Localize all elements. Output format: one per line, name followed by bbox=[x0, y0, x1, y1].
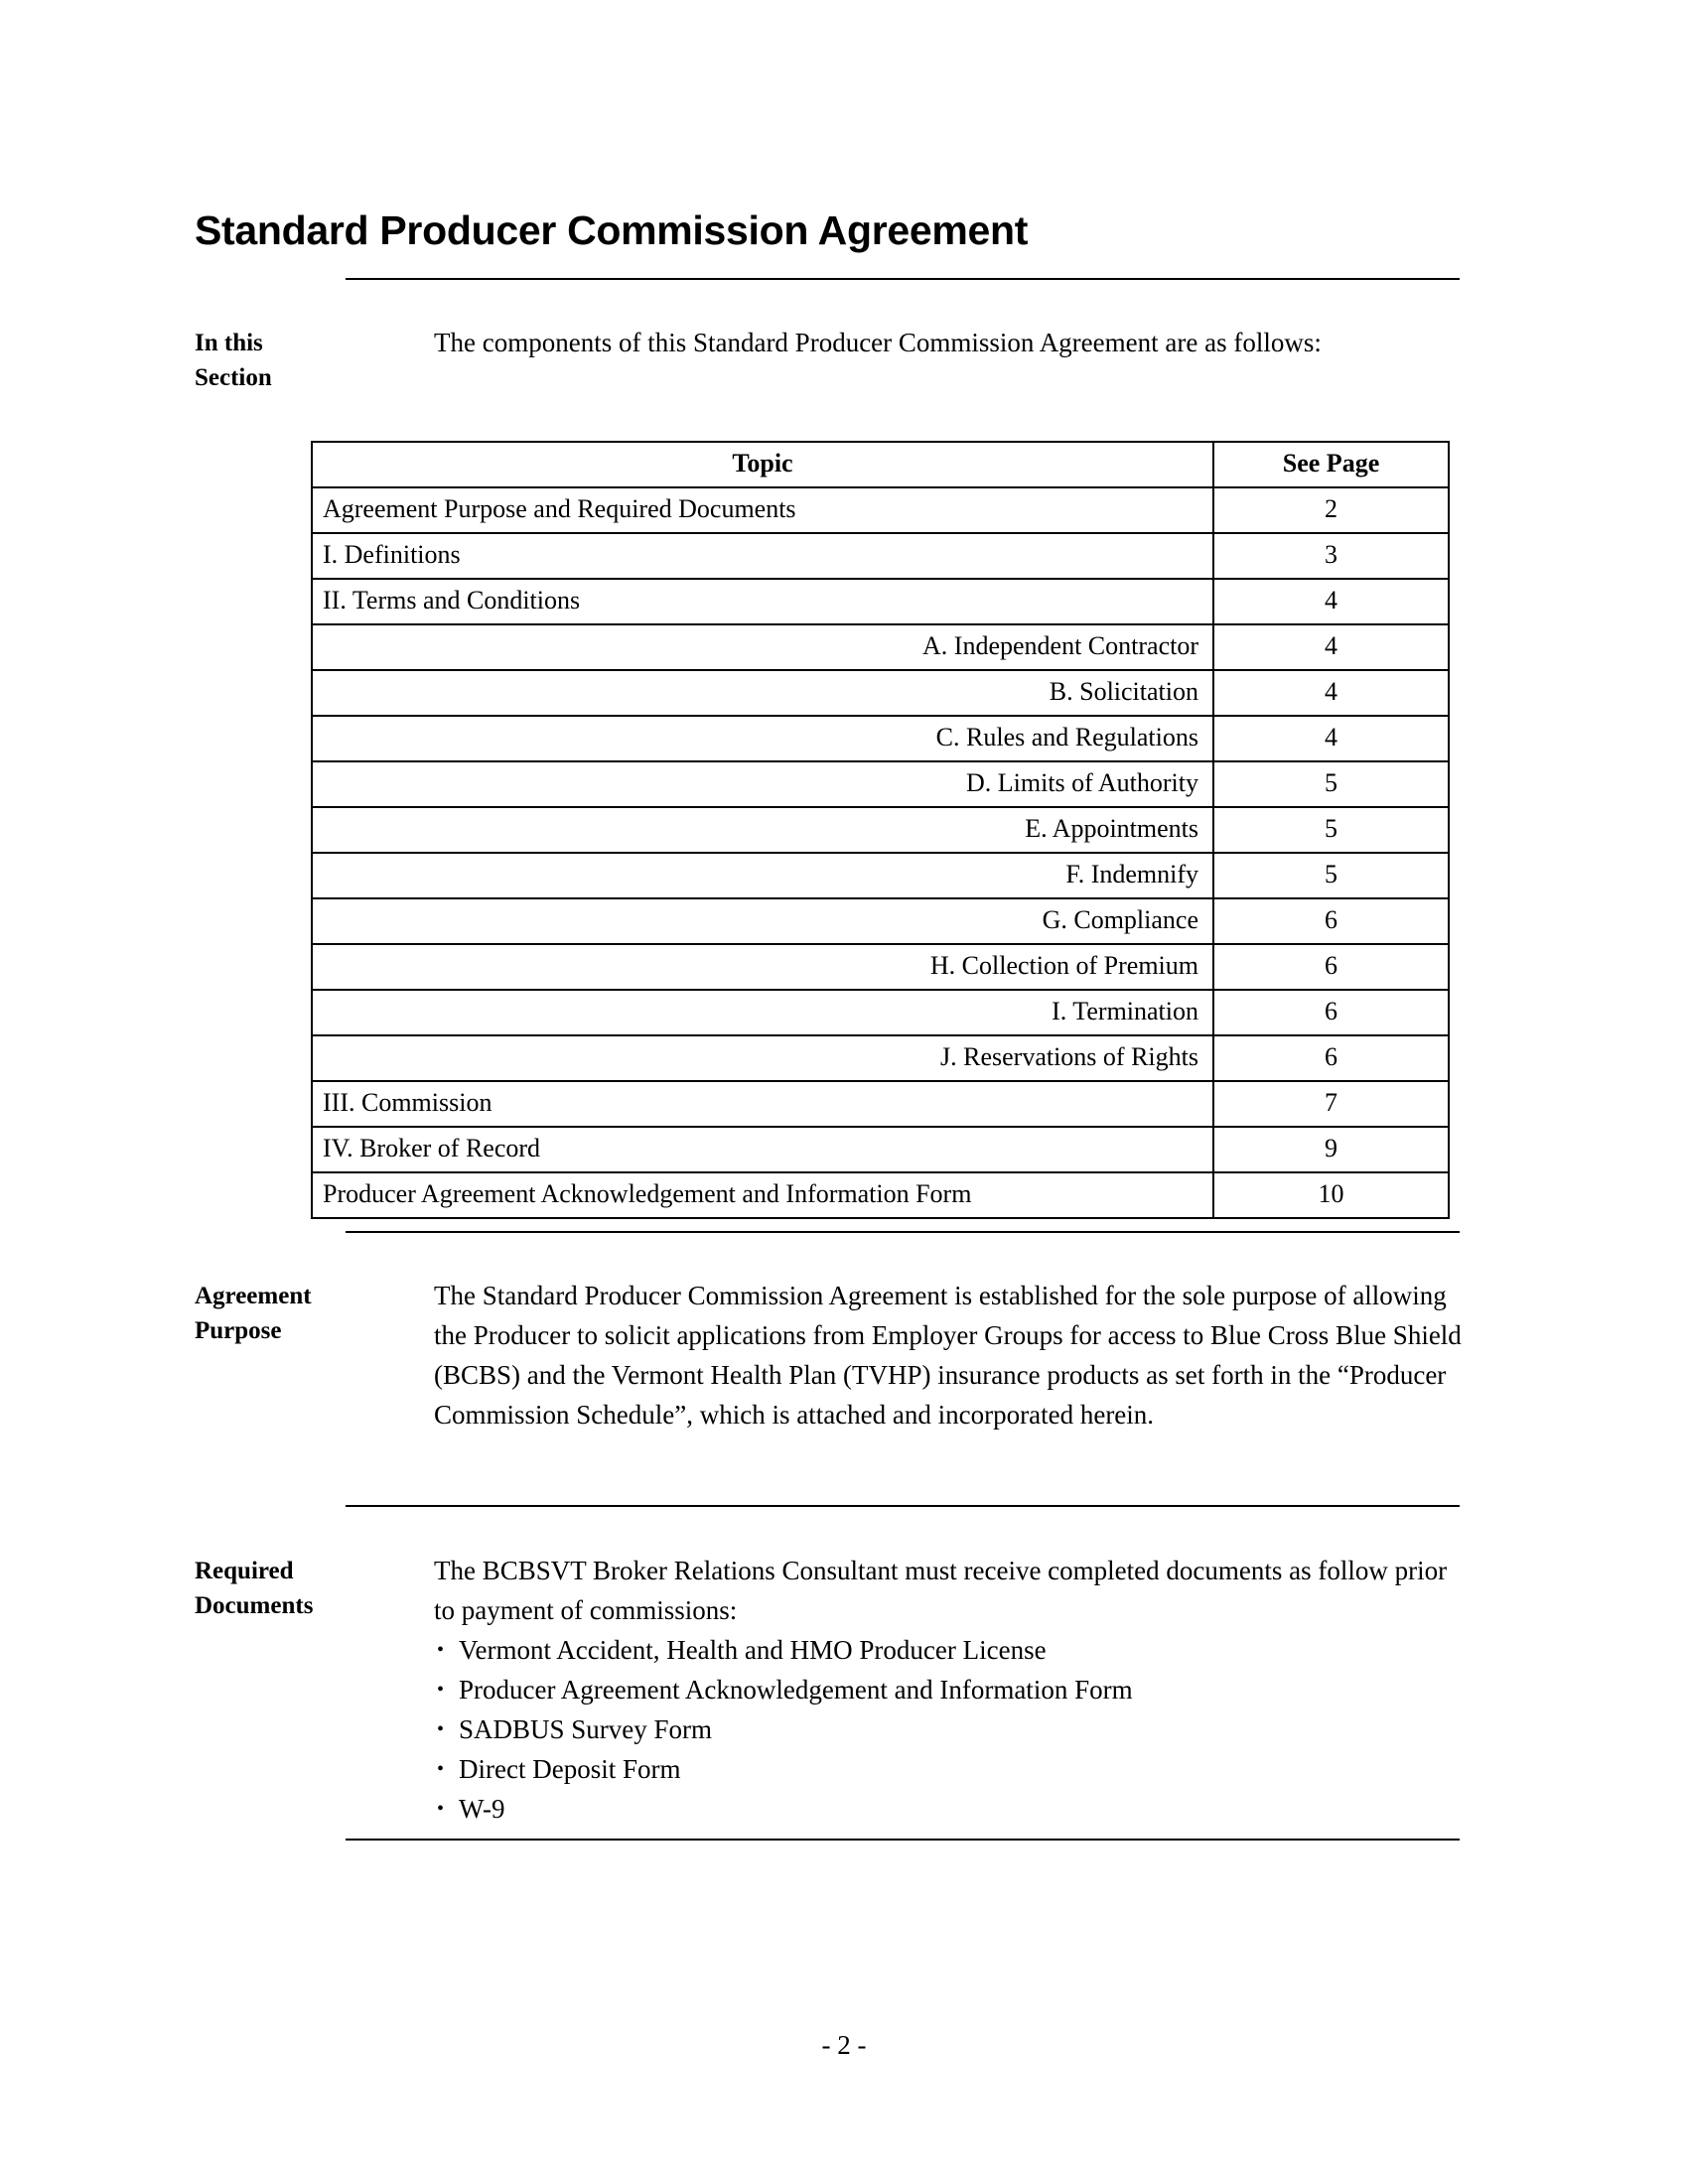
bullet-icon: • bbox=[437, 1639, 445, 1661]
list-item bbox=[434, 1630, 1462, 1670]
in-this-section-body bbox=[434, 323, 1462, 362]
toc-page-cell: 4 bbox=[1213, 579, 1449, 624]
page-title: Standard Producer Commission Agreement bbox=[195, 207, 1029, 254]
required-documents-list bbox=[434, 1630, 1462, 1829]
toc-topic-cell: H. Collection of Premium bbox=[312, 944, 1213, 990]
divider-above-required-documents bbox=[346, 1505, 1460, 1507]
table-row bbox=[312, 1172, 1449, 1218]
list-item-label: Vermont Accident, Health and HMO Producer License bbox=[459, 1635, 1047, 1665]
divider-bottom bbox=[346, 1839, 1460, 1841]
section-label-required-documents-line2: Documents bbox=[195, 1592, 314, 1619]
list-item-label: W-9 bbox=[459, 1794, 505, 1824]
list-item-label: Producer Agreement Acknowledgement and Information Form bbox=[459, 1675, 1133, 1705]
bullet-icon: • bbox=[437, 1679, 445, 1701]
in-this-section-intro-text: The components of this Standard Producer Commission Agreement are as follows: bbox=[434, 328, 1322, 357]
toc-topic-cell: B. Solicitation bbox=[312, 670, 1213, 716]
toc-topic-cell: E. Appointments bbox=[312, 807, 1213, 853]
table-row bbox=[312, 1081, 1449, 1127]
table-header-row bbox=[312, 442, 1449, 487]
table-row bbox=[312, 487, 1449, 533]
toc-topic-cell: D. Limits of Authority bbox=[312, 761, 1213, 807]
toc-page-cell: 4 bbox=[1213, 624, 1449, 670]
footer-page-number: - 2 - bbox=[821, 2030, 867, 2060]
toc-topic-cell: A. Independent Contractor bbox=[312, 624, 1213, 670]
section-label-agreement-purpose-line2: Purpose bbox=[195, 1317, 282, 1344]
toc-page-cell: 6 bbox=[1213, 944, 1449, 990]
toc-topic-cell: F. Indemnify bbox=[312, 853, 1213, 898]
toc-table bbox=[311, 441, 1450, 1219]
section-label-in-this-section: In this Section bbox=[195, 330, 272, 391]
table-row bbox=[312, 807, 1449, 853]
toc-topic-cell: I. Termination bbox=[312, 990, 1213, 1035]
table-row bbox=[312, 944, 1449, 990]
table-row bbox=[312, 898, 1449, 944]
toc-page-cell: 2 bbox=[1213, 487, 1449, 533]
section-label-agreement-purpose-line1: Agreement bbox=[195, 1283, 312, 1309]
table-row bbox=[312, 853, 1449, 898]
toc-page-cell: 5 bbox=[1213, 761, 1449, 807]
divider-above-agreement-purpose bbox=[346, 1231, 1460, 1233]
toc-topic-cell: I. Definitions bbox=[312, 533, 1213, 579]
list-item-label: Direct Deposit Form bbox=[459, 1754, 681, 1784]
table-row bbox=[312, 533, 1449, 579]
toc-table-body bbox=[312, 487, 1449, 1218]
toc-topic-cell: J. Reservations of Rights bbox=[312, 1035, 1213, 1081]
required-documents-body bbox=[434, 1551, 1462, 1829]
toc-page-cell: 7 bbox=[1213, 1081, 1449, 1127]
toc-topic-cell: Agreement Purpose and Required Documents bbox=[312, 487, 1213, 533]
toc-page-cell: 5 bbox=[1213, 853, 1449, 898]
required-documents-text: The BCBSVT Broker Relations Consultant must receive completed documents as follow prior to payment of commissions: bbox=[434, 1556, 1448, 1625]
section-label-required-documents-line1: Required bbox=[195, 1558, 294, 1584]
table-row bbox=[312, 716, 1449, 761]
table-row bbox=[312, 579, 1449, 624]
table-row bbox=[312, 990, 1449, 1035]
list-item bbox=[434, 1789, 1462, 1829]
toc-page-cell: 6 bbox=[1213, 990, 1449, 1035]
toc-topic-cell: IV. Broker of Record bbox=[312, 1127, 1213, 1172]
list-item-label: SADBUS Survey Form bbox=[459, 1714, 713, 1744]
toc-page-cell: 5 bbox=[1213, 807, 1449, 853]
toc-page-cell: 3 bbox=[1213, 533, 1449, 579]
toc-topic-cell: III. Commission bbox=[312, 1081, 1213, 1127]
toc-topic-cell: II. Terms and Conditions bbox=[312, 579, 1213, 624]
divider-under-title bbox=[346, 278, 1460, 280]
table-row bbox=[312, 670, 1449, 716]
column-header-see-page: See Page bbox=[1213, 442, 1449, 487]
toc-page-cell: 4 bbox=[1213, 716, 1449, 761]
agreement-purpose-body bbox=[434, 1276, 1462, 1434]
toc-page-cell: 6 bbox=[1213, 1035, 1449, 1081]
bullet-icon: • bbox=[437, 1758, 445, 1780]
toc-page-cell: 10 bbox=[1213, 1172, 1449, 1218]
list-item bbox=[434, 1709, 1462, 1749]
table-row bbox=[312, 1035, 1449, 1081]
list-item bbox=[434, 1670, 1462, 1709]
toc-topic-cell: C. Rules and Regulations bbox=[312, 716, 1213, 761]
bullet-icon: • bbox=[437, 1798, 445, 1820]
column-header-topic: Topic bbox=[312, 442, 1213, 487]
table-row bbox=[312, 1127, 1449, 1172]
toc-page-cell: 4 bbox=[1213, 670, 1449, 716]
toc-topic-cell: G. Compliance bbox=[312, 898, 1213, 944]
toc-page-cell: 9 bbox=[1213, 1127, 1449, 1172]
agreement-purpose-text: The Standard Producer Commission Agreement is established for the sole purpose of allowing the Producer to solicit applications from Employer Groups for access to Blue Cross Blue Shield (BCBS) and the Vermont Health Plan (TVHP) insurance products as set forth in the “Producer Commission Schedule”, which is attached and incorporated herein. bbox=[434, 1281, 1462, 1430]
toc-table-wrapper bbox=[311, 441, 1448, 1219]
table-row bbox=[312, 761, 1449, 807]
section-label-required-documents bbox=[195, 1554, 344, 1623]
list-item bbox=[434, 1749, 1462, 1789]
toc-topic-cell: Producer Agreement Acknowledgement and Information Form bbox=[312, 1172, 1213, 1218]
toc-page-cell: 6 bbox=[1213, 898, 1449, 944]
section-label-agreement-purpose bbox=[195, 1279, 344, 1348]
bullet-icon: • bbox=[437, 1718, 445, 1740]
table-row bbox=[312, 624, 1449, 670]
